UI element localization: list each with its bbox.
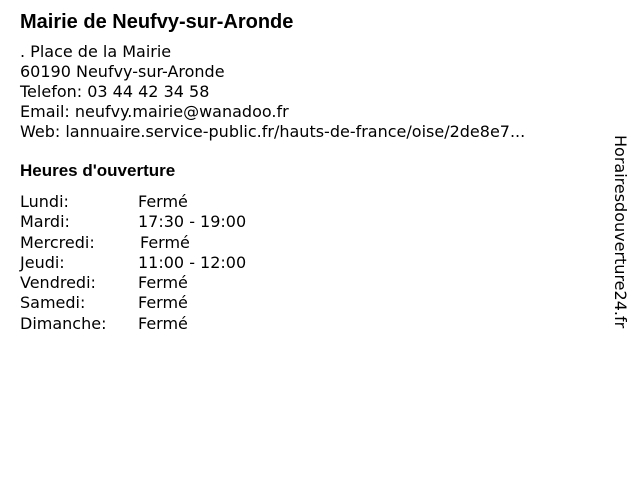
hours-row-lundi bbox=[20, 192, 600, 212]
web-line[interactable]: Web: lannuaire.service-public.fr/hauts-de-france/oise/2de8e7... bbox=[20, 122, 526, 141]
hours-row-mercredi bbox=[20, 233, 600, 253]
hours-row-jeudi bbox=[20, 253, 600, 273]
day-hours: Fermé bbox=[138, 313, 188, 333]
opening-hours-table bbox=[20, 192, 600, 334]
hours-row-samedi bbox=[20, 293, 600, 313]
street-address: . Place de la Mairie bbox=[20, 42, 172, 61]
day-hours: 11:00 - 12:00 bbox=[138, 252, 247, 272]
city-address: 60190 Neufvy-sur-Aronde bbox=[20, 62, 225, 81]
phone-line[interactable]: Telefon: 03 44 42 34 58 bbox=[20, 82, 210, 101]
day-label: Vendredi: bbox=[20, 273, 96, 293]
email-line[interactable]: Email: neufvy.mairie@wanadoo.fr bbox=[20, 102, 289, 121]
opening-hours-heading: Heures d'ouverture bbox=[20, 161, 176, 180]
day-label: Jeudi: bbox=[20, 252, 65, 272]
day-label: Mardi: bbox=[20, 212, 70, 232]
day-hours: Fermé bbox=[138, 273, 188, 293]
day-label: Lundi: bbox=[20, 192, 69, 211]
day-hours: 17:30 - 19:00 bbox=[138, 212, 247, 232]
address-block bbox=[20, 42, 600, 142]
hours-row-mardi bbox=[20, 212, 600, 232]
hours-row-vendredi bbox=[20, 273, 600, 293]
town-hall-card bbox=[20, 10, 600, 334]
hours-row-dimanche bbox=[20, 314, 600, 334]
day-hours: Fermé bbox=[138, 192, 188, 211]
day-label: Dimanche: bbox=[20, 313, 107, 333]
day-hours: Fermé bbox=[140, 232, 190, 252]
day-label: Mercredi: bbox=[20, 232, 95, 252]
brand-watermark: Horairesdouverture24.fr bbox=[611, 135, 630, 329]
page-title: Mairie de Neufvy-sur-Aronde bbox=[20, 11, 294, 33]
day-hours: Fermé bbox=[138, 293, 188, 313]
day-label: Samedi: bbox=[20, 293, 86, 313]
